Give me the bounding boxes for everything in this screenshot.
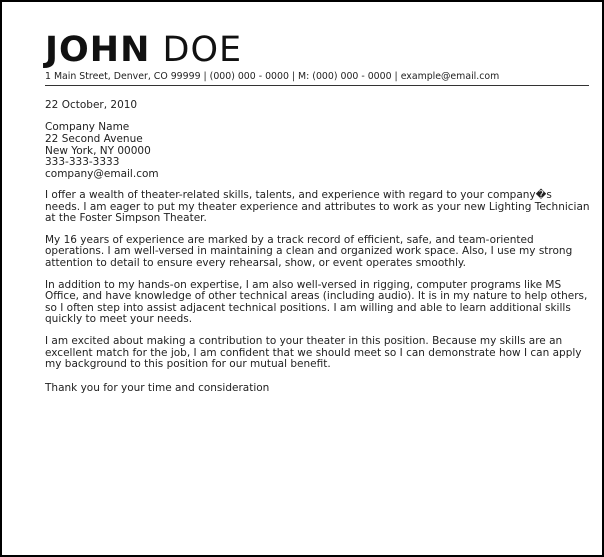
recipient-block: [45, 122, 590, 181]
recipient-phone: 333-333-3333: [45, 156, 120, 169]
recipient-street: 22 Second Avenue: [45, 132, 143, 145]
sender-contact-line: 1 Main Street, Denver, CO 99999 | (000) 000 - 0000 | M: (000) 000 - 0000 | example@email.com: [45, 70, 589, 86]
body-paragraph: In addition to my hands-on expertise, I am also well-versed in rigging, computer programs like MS Office, and have knowledge of other technical areas (including audio). It is in my nature to help others, so I often step into assist adjacent technical positions. I am willing and able to learn additional skills quickly to meet your needs.: [45, 278, 588, 326]
recipient-city: New York, NY 00000: [45, 144, 151, 157]
recipient-company: Company Name: [45, 121, 130, 133]
letter-date: 22 October, 2010: [45, 99, 138, 111]
body-paragraph: My 16 years of experience are marked by a track record of efficient, safe, and team-oriented operations. I am well-versed in maintaining a clean and organized work space. Also, I use my strong attention to detail to ensure every rehearsal, show, or event operates smoothly.: [45, 233, 573, 269]
body-paragraph: I am excited about making a contribution to your theater in this position. Because my skills are an excellent match for the job, I am confident that we should meet so I can demonstrate how I can apply my background to this position for our mutual benefit.: [45, 334, 582, 371]
letter-content: [45, 30, 590, 394]
sender-first-name: JOHN: [45, 30, 151, 70]
sender-name: [45, 30, 590, 70]
recipient-email: company@email.com: [45, 168, 159, 181]
sender-last-name: DOE: [162, 30, 243, 70]
letter-closing: Thank you for your time and consideration: [45, 381, 270, 394]
body-paragraph: I offer a wealth of theater-related skills, talents, and experience with regard to your company�s needs. I am eager to put my theater experience and attributes to work as your new Lighting Technician at the Foster Simpson Theater.: [45, 188, 590, 225]
